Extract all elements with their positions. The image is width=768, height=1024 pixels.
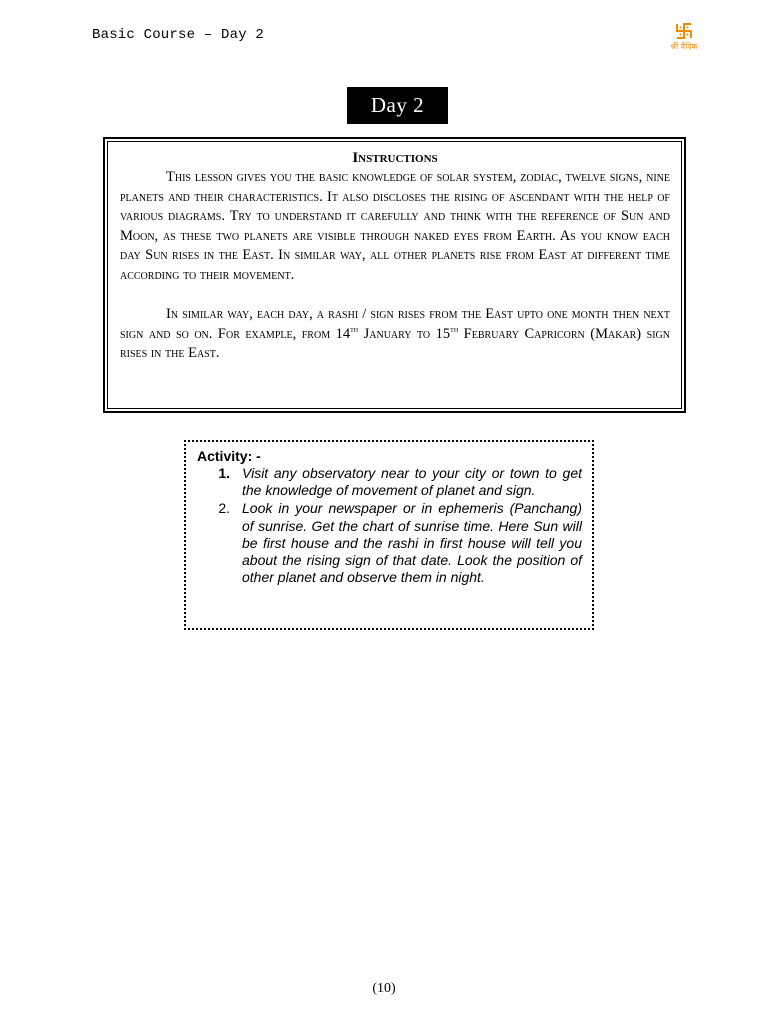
page-header-title: Basic Course – Day 2 (92, 27, 265, 43)
list-item-text: Look in your newspaper or in ephemeris (Panchang) of sunrise. Get the chart of sunrise time. Here Sun will be first house and the rashi in first house will tell you about the rising sign of that date. Look the position of other planet and observe them in night. (242, 500, 582, 586)
logo (664, 22, 704, 58)
paragraph-2-part-3: February Capricorn (Makar) sign rises in the East. (120, 325, 670, 362)
paragraph-2-part-1: In similar way, each day, a rashi / sign rises from the East upto one month then next sign and so on. For example, from 14 (120, 306, 670, 342)
instructions-paragraph-2 (120, 305, 670, 364)
activity-box (184, 440, 594, 630)
day-banner: Day 2 (347, 87, 448, 124)
swastika-icon (675, 22, 693, 40)
list-item-number: 1. (218, 465, 230, 481)
instructions-heading: Instructions (352, 150, 438, 166)
page-number: (10) (372, 981, 396, 996)
instructions-inner (107, 141, 682, 409)
list-item (197, 465, 582, 499)
instructions-box (103, 137, 686, 413)
superscript-th: th (450, 323, 459, 334)
list-item-number: 2. (218, 500, 230, 517)
list-item-text: Visit any observatory near to your city or town to get the knowledge of movement of planet and sign. (242, 465, 582, 499)
list-item (197, 500, 582, 586)
superscript-th: th (350, 323, 359, 334)
activity-list (197, 465, 582, 586)
activity-title: Activity: - (197, 448, 261, 464)
instructions-paragraph-1: This lesson gives you the basic knowledge of solar system, zodiac, twelve signs, nine planets and their characteristics. It also discloses the rising of ascendant with the help of various diagrams. Try to understand it carefully and think with the reference of Sun and Moon, as these two planets are visible through naked eyes from Earth. As you know each day Sun rises in the East. In similar way, all other planets rise from East at different time according to their movement. (120, 169, 670, 283)
paragraph-2-part-2: January to 15 (358, 325, 451, 342)
logo-text: श्री वैदिक (670, 42, 698, 51)
